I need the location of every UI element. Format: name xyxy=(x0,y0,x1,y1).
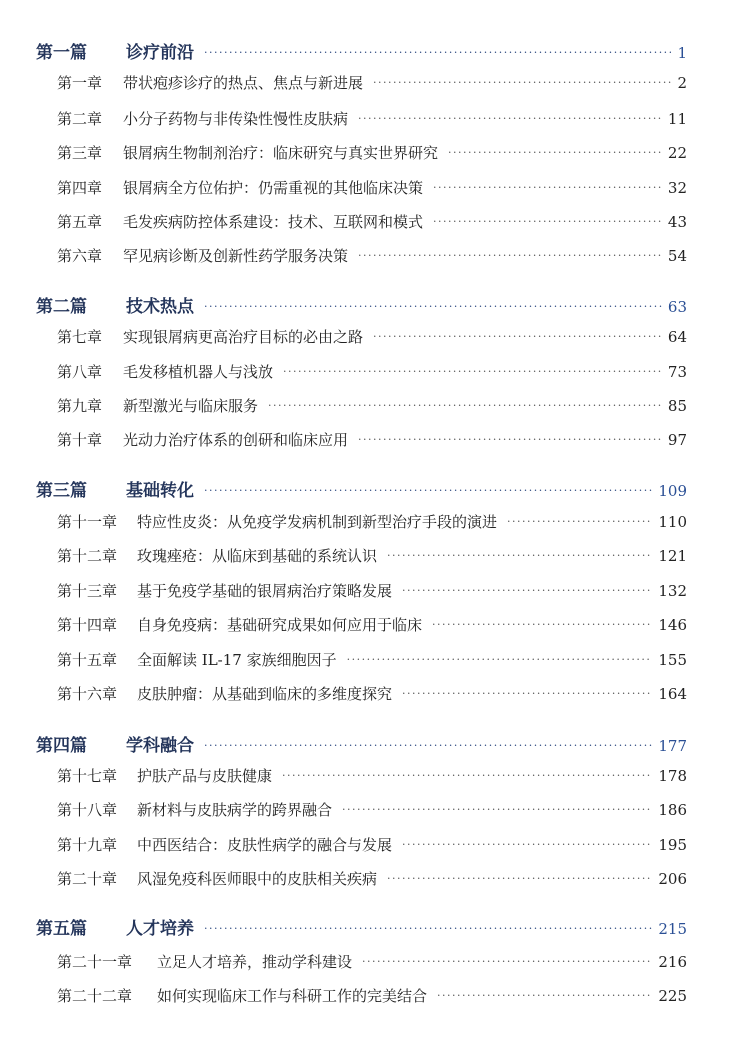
part-entry[interactable] xyxy=(0,38,730,63)
chapter-entry[interactable] xyxy=(0,580,730,601)
dot-leader xyxy=(268,399,662,412)
chapter-entry[interactable] xyxy=(0,868,730,889)
dot-leader xyxy=(387,549,652,562)
chapter-label: 第二十二章 xyxy=(57,987,133,1005)
part-label: 第四篇 xyxy=(36,736,87,756)
dot-leader xyxy=(204,46,671,59)
dot-leader xyxy=(507,515,652,528)
chapter-label: 第二十一章 xyxy=(57,953,133,971)
chapter-entry[interactable] xyxy=(0,245,730,266)
chapter-page-number: 97 xyxy=(667,431,687,449)
chapter-page-number: 195 xyxy=(658,836,687,854)
chapter-label: 第十七章 xyxy=(57,767,118,785)
chapter-page-number: 186 xyxy=(658,801,687,819)
chapter-page-number: 206 xyxy=(658,870,687,888)
chapter-entry[interactable] xyxy=(0,108,730,129)
part-title: 人才培养 xyxy=(126,919,194,939)
chapter-title: 立足人才培养，推动学科建设 xyxy=(157,953,353,971)
part-title: 技术热点 xyxy=(126,297,194,317)
part-page-number: 109 xyxy=(658,482,687,500)
chapter-title: 如何实现临床工作与科研工作的完美结合 xyxy=(157,987,428,1005)
part-entry[interactable] xyxy=(0,731,730,756)
dot-leader xyxy=(373,76,671,89)
dot-leader xyxy=(433,215,662,228)
chapter-title: 中西医结合：皮肤性病学的融合与发展 xyxy=(137,836,393,854)
chapter-page-number: 164 xyxy=(658,685,687,703)
chapter-page-number: 22 xyxy=(667,144,687,162)
chapter-entry[interactable] xyxy=(0,951,730,972)
chapter-page-number: 155 xyxy=(658,651,687,669)
chapter-entry[interactable] xyxy=(0,649,730,670)
part-title: 诊疗前沿 xyxy=(126,43,194,63)
dot-leader xyxy=(204,484,652,497)
chapter-title: 新型激光与临床服务 xyxy=(123,397,259,415)
chapter-label: 第五章 xyxy=(57,213,103,231)
chapter-label: 第十章 xyxy=(57,431,103,449)
chapter-title: 罕见病诊断及创新性药学服务决策 xyxy=(123,247,349,265)
part-label: 第一篇 xyxy=(36,43,87,63)
chapter-page-number: 216 xyxy=(658,953,687,971)
dot-leader xyxy=(402,584,652,597)
part-label: 第三篇 xyxy=(36,481,87,501)
part-page-number: 215 xyxy=(658,920,687,938)
chapter-label: 第二章 xyxy=(57,110,103,128)
chapter-title: 光动力治疗体系的创研和临床应用 xyxy=(123,431,349,449)
chapter-label: 第八章 xyxy=(57,363,103,381)
dot-leader xyxy=(204,300,662,313)
dot-leader xyxy=(402,838,652,851)
chapter-title: 银屑病生物制剂治疗：临床研究与真实世界研究 xyxy=(123,144,439,162)
chapter-page-number: 110 xyxy=(658,513,687,531)
chapter-page-number: 73 xyxy=(667,363,687,381)
dot-leader xyxy=(204,739,652,752)
chapter-page-number: 32 xyxy=(667,179,687,197)
chapter-entry[interactable] xyxy=(0,765,730,786)
chapter-page-number: 64 xyxy=(667,328,687,346)
chapter-entry[interactable] xyxy=(0,142,730,163)
chapter-label: 第十一章 xyxy=(57,513,118,531)
chapter-label: 第三章 xyxy=(57,144,103,162)
part-page-number: 63 xyxy=(667,298,687,316)
chapter-entry[interactable] xyxy=(0,395,730,416)
part-entry[interactable] xyxy=(0,476,730,501)
dot-leader xyxy=(433,181,662,194)
chapter-title: 带状疱疹诊疗的热点、焦点与新进展 xyxy=(123,74,364,92)
chapter-title: 银屑病全方位佑护：仍需重视的其他临床决策 xyxy=(123,179,424,197)
dot-leader xyxy=(432,618,652,631)
chapter-entry[interactable] xyxy=(0,545,730,566)
part-page-number: 1 xyxy=(677,44,687,62)
chapter-label: 第十三章 xyxy=(57,582,118,600)
chapter-label: 第十九章 xyxy=(57,836,118,854)
chapter-page-number: 85 xyxy=(667,397,687,415)
part-label: 第五篇 xyxy=(36,919,87,939)
chapter-page-number: 54 xyxy=(667,247,687,265)
chapter-title: 毛发移植机器人与浅放 xyxy=(123,363,274,381)
part-page-number: 177 xyxy=(658,737,687,755)
chapter-entry[interactable] xyxy=(0,177,730,198)
chapter-title: 毛发疾病防控体系建设：技术、互联网和模式 xyxy=(123,213,424,231)
chapter-page-number: 178 xyxy=(658,767,687,785)
chapter-page-number: 132 xyxy=(658,582,687,600)
chapter-label: 第十六章 xyxy=(57,685,118,703)
chapter-title: 护肤产品与皮肤健康 xyxy=(137,767,273,785)
chapter-title: 皮肤肿瘤：从基础到临床的多维度探究 xyxy=(137,685,393,703)
dot-leader xyxy=(373,330,662,343)
chapter-title: 基于免疫学基础的银屑病治疗策略发展 xyxy=(137,582,393,600)
chapter-label: 第四章 xyxy=(57,179,103,197)
part-title: 基础转化 xyxy=(126,481,194,501)
part-title: 学科融合 xyxy=(126,736,194,756)
chapter-entry[interactable] xyxy=(0,72,730,93)
dot-leader xyxy=(342,803,652,816)
chapter-label: 第七章 xyxy=(57,328,103,346)
chapter-title: 全面解读 IL-17 家族细胞因子 xyxy=(137,651,337,669)
dot-leader xyxy=(358,249,662,262)
chapter-label: 第六章 xyxy=(57,247,103,265)
chapter-title: 实现银屑病更高治疗目标的必由之路 xyxy=(123,328,364,346)
dot-leader xyxy=(204,922,652,935)
part-entry[interactable] xyxy=(0,914,730,939)
dot-leader xyxy=(347,653,653,666)
dot-leader xyxy=(402,687,652,700)
chapter-entry[interactable] xyxy=(0,834,730,855)
chapter-page-number: 121 xyxy=(658,547,687,565)
dot-leader xyxy=(362,955,652,968)
chapter-label: 第十五章 xyxy=(57,651,118,669)
chapter-page-number: 2 xyxy=(677,74,687,92)
dot-leader xyxy=(437,989,652,1002)
part-label: 第二篇 xyxy=(36,297,87,317)
chapter-label: 第十四章 xyxy=(57,616,118,634)
dot-leader xyxy=(358,112,662,125)
chapter-entry[interactable] xyxy=(0,985,730,1006)
chapter-entry[interactable] xyxy=(0,211,730,232)
chapter-label: 第一章 xyxy=(57,74,103,92)
chapter-entry[interactable] xyxy=(0,799,730,820)
chapter-title: 玫瑰痤疮：从临床到基础的系统认识 xyxy=(137,547,378,565)
chapter-entry[interactable] xyxy=(0,614,730,635)
chapter-title: 小分子药物与非传染性慢性皮肤病 xyxy=(123,110,349,128)
chapter-label: 第九章 xyxy=(57,397,103,415)
part-entry[interactable] xyxy=(0,292,730,317)
dot-leader xyxy=(282,769,652,782)
chapter-title: 风湿免疫科医师眼中的皮肤相关疾病 xyxy=(137,870,378,888)
chapter-label: 第十八章 xyxy=(57,801,118,819)
dot-leader xyxy=(283,365,662,378)
chapter-entry[interactable] xyxy=(0,361,730,382)
chapter-title: 新材料与皮肤病学的跨界融合 xyxy=(137,801,333,819)
chapter-entry[interactable] xyxy=(0,326,730,347)
chapter-page-number: 43 xyxy=(667,213,687,231)
chapter-entry[interactable] xyxy=(0,429,730,450)
dot-leader xyxy=(448,146,662,159)
dot-leader xyxy=(358,433,662,446)
chapter-page-number: 146 xyxy=(658,616,687,634)
chapter-title: 自身免疫病：基础研究成果如何应用于临床 xyxy=(137,616,423,634)
chapter-label: 第十二章 xyxy=(57,547,118,565)
chapter-page-number: 11 xyxy=(667,110,687,128)
dot-leader xyxy=(387,872,652,885)
chapter-label: 第二十章 xyxy=(57,870,118,888)
chapter-title: 特应性皮炎：从免疫学发病机制到新型治疗手段的演进 xyxy=(137,513,498,531)
chapter-entry[interactable] xyxy=(0,511,730,532)
chapter-page-number: 225 xyxy=(658,987,687,1005)
chapter-entry[interactable] xyxy=(0,683,730,704)
